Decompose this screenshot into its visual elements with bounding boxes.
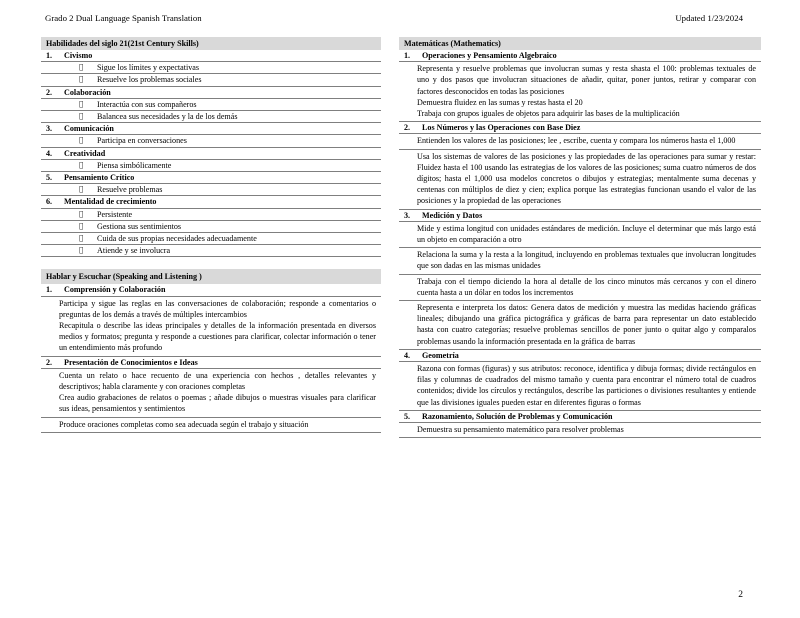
skill-group-label: Comunicación [64,124,114,134]
math-description-text: Relaciona la suma y la resta a la longitud, incluyendo en problemas textuales que involucran longitudes que son dadas en las mismas unidades [417,250,756,271]
skill-group-number: 6. [46,197,53,207]
math-group-number: 3. [404,210,411,220]
math-description-text: Demuestra su pensamiento matemático para resolver problemas [417,425,624,435]
speaking-list [41,284,381,432]
bullet-icon [79,221,97,232]
math-group-heading [399,122,761,134]
math-description-text: Usa los sistemas de valores de las posiciones y las propiedades de las operaciones para sumar y restar: Fluidez hasta el 100 usando las estrategias de los valores de las posiciones; suma cuatro números de dos dígitos; hasta el 1,000 usa modelos concretos o dibujos y estrategias; mentalmente suma decenas y centenas con múltiplos de diez y cien; explica porque las estrategias funcionan usando el valor de las posiciones y la propiedad de las operaciones [417,151,756,206]
skill-item [41,62,381,74]
speaking-group-heading [41,357,381,369]
math-description-text: Trabaja con grupos iguales de objetos para adquirir las bases de la multiplicación [417,109,680,119]
skill-group-heading [41,148,381,160]
bullet-icon [79,99,97,110]
skill-group-label: Creatividad [64,148,106,158]
speaking-description-text: Produce oraciones completas como sea adecuada según el trabajo y situación [59,419,309,429]
math-group-number: 4. [404,350,411,360]
skill-item [41,233,381,245]
math-description [399,362,761,411]
math-description-text: Demuestra fluidez en las sumas y restas hasta el 20 [417,97,583,107]
skill-group-label: Mentalidad de crecimiento [64,197,157,207]
skill-item [41,99,381,111]
skill-item-text: Sigue los límites y expectativas [97,63,200,73]
bullet-icon [79,245,97,256]
skill-item [41,209,381,221]
skill-item-text: Cuida de sus propias necesidades adecuadamente [97,234,257,244]
math-description-text: Razona con formas (figuras) y sus atributos: reconoce, identifica y dibuja formas; divide rectángulos en filas y columnas de cuadrados del mismo tamaño y cuenta para encontrar el número total de cuadros contenidos; divide los círculos y rectángulos, describe las particiones o divisiones resultantes y entiende que las divisiones iguales pueden estar en diferentes figuras o formas [417,364,756,407]
bullet-icon [79,233,97,244]
math-group-label: Razonamiento, Solución de Problemas y Comunicación [422,411,613,421]
bullet-icon [79,62,97,73]
math-description-text: Representa e interpreta los datos: Genera datos de medición y muestra las medidas haciendo gráficas lineales; dibujando una gráfica pictográfica y gráficas de barra para representar un dato establecido hasta con cuatro categorías; resuelve problemas sencillos de poner junto o quitar algo y comparalos problemas usando la información presentada en la gráfica de barras [417,303,756,346]
math-group-number: 5. [404,411,411,421]
updated-date: Updated 1/23/2024 [675,13,743,23]
speaking-group-number: 2. [46,357,53,367]
skill-item [41,184,381,196]
speaking-title: Hablar y Escuchar (Speaking and Listening ) [41,269,381,284]
skill-item [41,135,381,147]
skill-item-text: Piensa simbólicamente [97,160,172,170]
skill-group-heading [41,50,381,62]
left-column [41,37,381,433]
math-group-label: Los Números y las Operaciones con Base Diez [422,123,581,133]
math-description [399,62,761,122]
math-description [399,301,761,350]
math-description-text: Trabaja con el tiempo diciendo la hora al detalle de los cinco minutos más cercanos y con el dinero cuenta hasta a un dólar en todos los incrementos [417,276,756,297]
math-description-text: Entienden los valores de las posiciones; lee , escribe, cuenta y compara los números hasta el 1,000 [417,136,736,146]
speaking-description [41,297,381,357]
skill-item-text: Participa en conversaciones [97,136,187,146]
skill-group-number: 3. [46,124,53,134]
math-description-text: Mide y estima longitud con unidades estándares de medición. Incluye el determinar que más largo está un objeto en comparación a otro [417,223,756,245]
skill-group-number: 4. [46,148,53,158]
speaking-group-label: Presentación de Conocimientos e Ideas [64,357,198,367]
speaking-description-text: Recapitula o describe las ideas principales y detalles de la información presentada en diversos medios y formatos; pregunta y responde a cuestiones para clarificar, colectar información o tener un entendimiento más profundo [59,321,376,353]
speaking-description-text: Participa y sigue las reglas en las conversaciones de colaboración; responde a comentarios o preguntas de los demás a través de múltiples intercambios [59,298,376,319]
speaking-description [41,418,381,433]
math-title: Matemáticas (Mathematics) [399,37,761,50]
skill-item-text: Interactúa con sus compañeros [97,99,197,109]
speaking-group-label: Comprensión y Colaboración [64,285,166,295]
math-description [399,423,761,438]
skill-item [41,111,381,123]
skill-group-heading [41,87,381,99]
bullet-icon [79,111,97,122]
math-group-number: 1. [404,51,411,60]
math-group-number: 2. [404,123,411,133]
skill-item [41,245,381,257]
math-group-label: Operaciones y Pensamiento Algebraico [422,51,557,60]
skill-item [41,221,381,233]
skill-item [41,74,381,86]
bullet-icon [79,209,97,220]
skill-group-heading [41,123,381,135]
math-group-heading [399,210,761,222]
math-description [399,275,761,301]
skill-group-label: Civismo [64,51,93,60]
math-description [399,134,761,149]
math-description [399,222,761,248]
skill-item-text: Atiende y se involucra [97,246,171,256]
skills-title: Habilidades del siglo 21(21st Century Skills) [41,37,381,50]
math-description-text: Representa y resuelve problemas que involucran sumas y resta shasta el 100: problemas textuales de uno y dos pasos que involucran situaciones de añadir, quitar, poner juntos, retirar y comparar con factores desconocidos en todas las posiciones [417,64,756,96]
skill-item-text: Resuelve los problemas sociales [97,75,202,85]
math-group-label: Geometría [422,350,459,360]
skill-item-text: Gestiona sus sentimientos [97,221,182,231]
document-title: Grado 2 Dual Language Spanish Translation [45,13,202,23]
skill-group-label: Colaboración [64,87,111,97]
math-group-heading [399,411,761,423]
speaking-description-text: Cuenta un relato o hace recuento de una experiencia con hechos , detalles relevantes y descriptivos; habla claramente y con oraciones completas [59,370,376,392]
skill-item-text: Balancea sus necesidades y la de los demás [97,112,238,122]
bullet-icon [79,74,97,85]
math-group-label: Medición y Datos [422,210,483,220]
speaking-group-number: 1. [46,285,53,295]
speaking-description-text: Crea audio grabaciones de relatos o poemas ; añade dibujos o muestras visuales para clarificar sus ideas, pensamientos y sentimientos [59,393,376,414]
right-column [399,37,761,438]
skills-list [41,50,381,257]
bullet-icon [79,135,97,146]
skill-item-text: Persistente [97,209,133,219]
bullet-icon [79,160,97,171]
math-list [399,50,761,438]
bullet-icon [79,184,97,195]
math-group-heading [399,350,761,362]
math-description [399,248,761,274]
skill-group-heading [41,172,381,184]
skill-group-number: 5. [46,173,53,183]
speaking-group-heading [41,284,381,296]
speaking-description [41,369,381,418]
math-description [399,150,761,210]
page-number: 2 [738,590,743,600]
skill-group-label: Pensamiento Crítico [64,173,135,183]
skill-item-text: Resuelve problemas [97,185,163,195]
skill-group-heading [41,196,381,208]
skill-group-number: 2. [46,87,53,97]
math-group-heading [399,50,761,62]
skill-group-number: 1. [46,51,53,60]
skill-item [41,160,381,172]
